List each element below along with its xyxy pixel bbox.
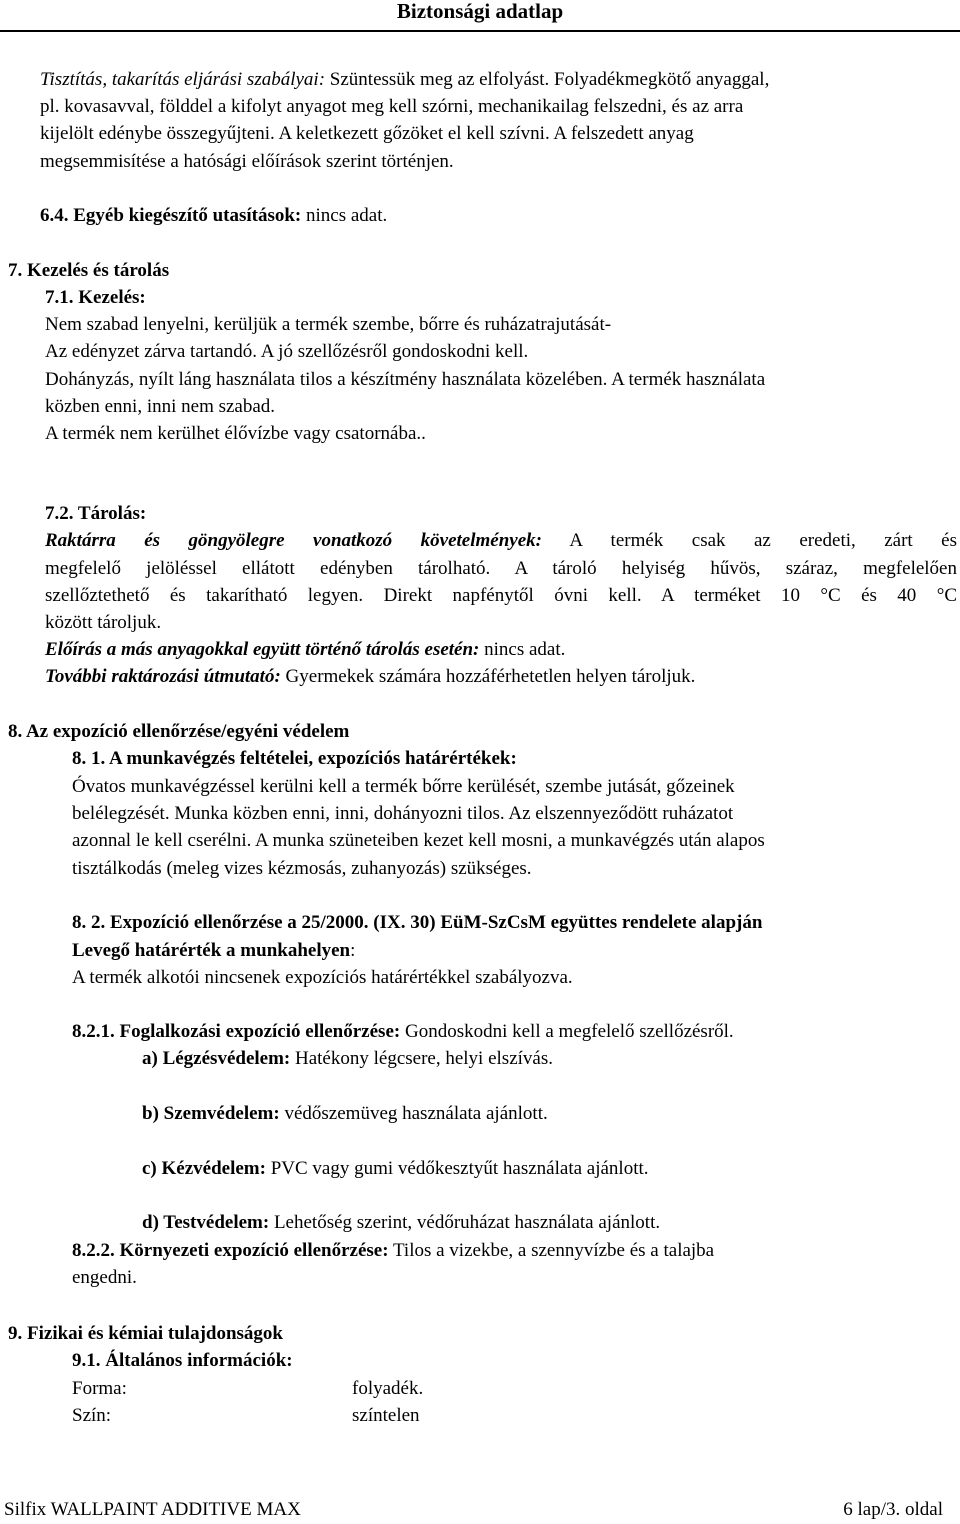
air-limit-heading	[72, 937, 355, 965]
cleaning-line-3: kijelölt edénybe összegyűjteni. A keletkezett gőzöket el kell szívni. A felszedett anyag	[40, 123, 694, 144]
protection-a-label: a) Légzésvédelem:	[142, 1048, 291, 1069]
storage-req-text-1: A termék csak az eredeti, zárt és	[569, 530, 957, 551]
storage-more-value: Gyermekek számára hozzáférhetetlen helyen tároljuk.	[285, 666, 696, 687]
protection-d-label: d) Testvédelem:	[142, 1212, 270, 1233]
header-divider	[0, 30, 960, 32]
storage-other	[45, 636, 565, 664]
section-8-1-title: 8. 1. A munkavégzés feltételei, expozíciós határértékek:	[72, 748, 517, 769]
section-8-2-2	[72, 1237, 714, 1265]
color-label: Szín:	[72, 1405, 112, 1426]
work-line-4: tisztálkodás (meleg vizes kézmosás, zuhanyozás) szükséges.	[72, 858, 532, 879]
work-line-3: azonnal le kell cserélni. A munka szüneteiben kezet kell mosni, a munkavégzés után alapos	[72, 830, 765, 851]
storage-more	[45, 663, 695, 691]
footer-product: Silfix WALLPAINT ADDITIVE MAX	[4, 1499, 301, 1520]
storage-req-line-4: között tároljuk.	[45, 612, 162, 633]
section-7-title: 7. Kezelés és tárolás	[8, 260, 170, 281]
handling-line-3: Dohányzás, nyílt láng használata tilos a készítmény használata közelében. A termék használata	[45, 369, 766, 390]
section-9-title: 9. Fizikai és kémiai tulajdonságok	[8, 1323, 283, 1344]
storage-req-line-3: szellőztethető és takarítható legyen. Direkt napfénytől óvni kell. A terméket 10 °C és 40 °C	[45, 585, 957, 606]
header-title: Biztonsági adatlap	[396, 0, 564, 23]
protection-c	[142, 1155, 649, 1183]
protection-d-value: Lehetőség szerint, védőruházat használata ajánlott.	[273, 1212, 661, 1233]
section-6-4	[40, 202, 387, 230]
protection-b-value: védőszemüveg használata ajánlott.	[284, 1103, 548, 1124]
handling-line-1: Nem szabad lenyelni, kerüljük a termék szembe, bőrre és ruházatrajutását-	[45, 314, 612, 335]
cleaning-line-2: pl. kovasavval, földdel a kifolyt anyagot meg kell szórni, mechanikailag felszedni, és az arra	[40, 96, 744, 117]
form-value: folyadék.	[352, 1378, 424, 1399]
protection-a-value: Hatékony légcsere, helyi elszívás.	[295, 1048, 553, 1069]
section-8-2-1-value: Gondoskodni kell a megfelelő szellőzésről.	[404, 1021, 734, 1042]
cleaning-line-1	[40, 66, 769, 94]
protection-b-label: b) Szemvédelem:	[142, 1103, 280, 1124]
color-value: színtelen	[352, 1405, 420, 1426]
storage-req-line-2: megfelelő jelöléssel ellátott edényben tárolható. A tároló helyiség hűvös, száraz, megfelelően	[45, 558, 957, 579]
protection-d	[142, 1209, 660, 1237]
air-limit-label: Levegő határérték a munkahelyen	[72, 940, 351, 961]
section-6-4-value: nincs adat.	[306, 205, 388, 226]
cleaning-text-1: Szüntessük meg az elfolyást. Folyadékmegkötő anyaggal,	[329, 69, 770, 90]
handling-line-2: Az edényzet zárva tartandó. A jó szellőzésről gondoskodni kell.	[45, 341, 529, 362]
cleaning-line-4: megsemmisítése a hatósági előírások szerint történjen.	[40, 151, 454, 172]
footer-page: 6 lap/3. oldal	[843, 1499, 943, 1520]
section-7-2-title: 7.2. Tárolás:	[45, 503, 147, 524]
section-8-2-1	[72, 1018, 734, 1046]
section-9-1-title: 9.1. Általános információk:	[72, 1350, 293, 1371]
protection-c-value: PVC vagy gumi védőkesztyűt használata ajánlott.	[270, 1158, 649, 1179]
section-8-2-2-label: 8.2.2. Környezeti expozíció ellenőrzése:	[72, 1240, 389, 1261]
section-8-2-title: 8. 2. Expozíció ellenőrzése a 25/2000. (IX. 30) EüM-SzCsM együttes rendelete alapján	[72, 912, 763, 933]
storage-req-line-1	[45, 527, 957, 555]
form-label: Forma:	[72, 1378, 127, 1399]
storage-more-label: További raktározási útmutató:	[45, 666, 281, 687]
work-line-1: Óvatos munkavégzéssel kerülni kell a termék bőrre kerülését, szembe jutását, gőzeinek	[72, 776, 735, 797]
protection-c-label: c) Kézvédelem:	[142, 1158, 266, 1179]
cleaning-label: Tisztítás, takarítás eljárási szabályai:	[40, 69, 326, 90]
storage-req-label: Raktárra és göngyölegre vonatkozó követelmények:	[45, 530, 542, 551]
section-8-2-1-label: 8.2.1. Foglalkozási expozíció ellenőrzése:	[72, 1021, 401, 1042]
page-header	[0, 0, 960, 27]
storage-other-label: Előírás a más anyagokkal együtt történő tárolás esetén:	[45, 639, 480, 660]
work-line-2: belélegzését. Munka közben enni, inni, dohányozni tilos. Az elszennyeződött ruházatot	[72, 803, 734, 824]
air-limit-colon: :	[350, 940, 356, 961]
section-7-1-title: 7.1. Kezelés:	[45, 287, 146, 308]
section-8-title: 8. Az expozíció ellenőrzése/egyéni védelem	[8, 721, 350, 742]
handling-line-4: közben enni, inni nem szabad.	[45, 396, 276, 417]
section-8-2-2-value: Tilos a vizekbe, a szennyvízbe és a talajba	[392, 1240, 715, 1261]
protection-b	[142, 1100, 548, 1128]
protection-a	[142, 1045, 553, 1073]
section-8-2-2-line-2: engedni.	[72, 1267, 137, 1288]
air-limit-text: A termék alkotói nincsenek expozíciós határértékkel szabályozva.	[72, 967, 573, 988]
storage-other-value: nincs adat.	[484, 639, 566, 660]
handling-line-5: A termék nem kerülhet élővízbe vagy csatornába..	[45, 423, 426, 444]
section-6-4-label: 6.4. Egyéb kiegészítő utasítások:	[40, 205, 302, 226]
